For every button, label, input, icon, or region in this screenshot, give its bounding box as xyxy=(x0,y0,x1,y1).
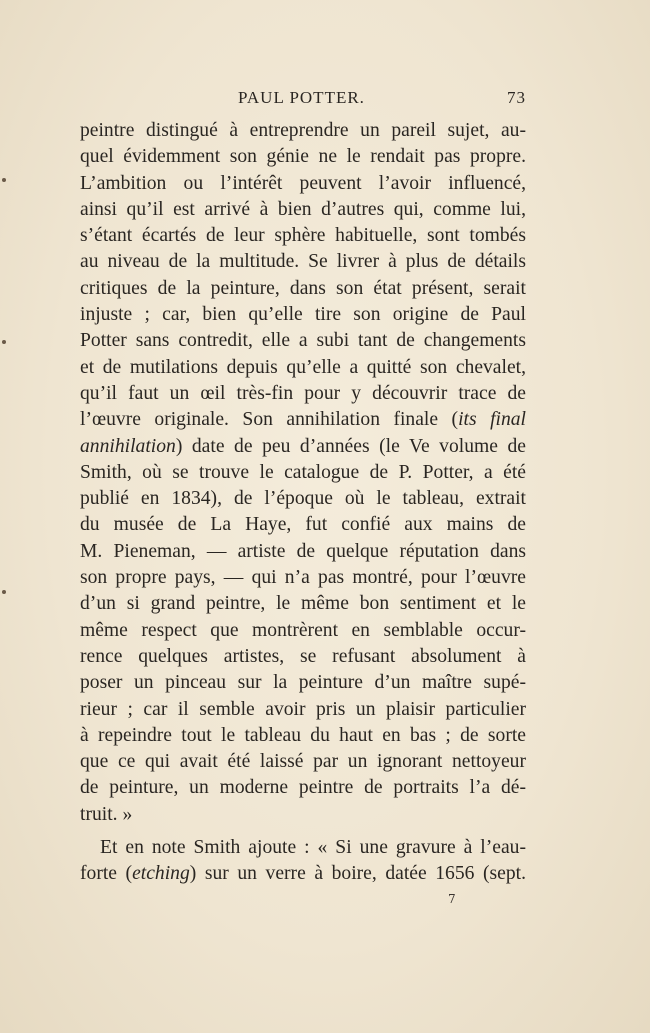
line-text: même respect que montrèrent en semblable occur- xyxy=(80,619,526,641)
text-line xyxy=(80,644,526,670)
text-line xyxy=(80,618,526,644)
line-text: l’œuvre originale. Son annihilation finale ( xyxy=(80,409,459,431)
text-line xyxy=(80,775,526,801)
italic-text: annihilation xyxy=(80,435,176,457)
line-text: Et en note Smith ajoute : « Si une gravure à l’eau- xyxy=(100,837,526,859)
text-line xyxy=(80,835,526,861)
text-line xyxy=(80,697,526,723)
line-text: au niveau de la multitude. Se livrer à plus de détails xyxy=(80,251,526,273)
line-text: et de mutilations depuis qu’elle a quitté son chevalet, xyxy=(80,356,526,378)
line-text: L’ambition ou l’intérêt peuvent l’avoir influencé, xyxy=(80,172,526,194)
line-text: son propre pays, — qui n’a pas montré, pour l’œuvre xyxy=(80,567,526,589)
text-line xyxy=(80,223,526,249)
line-text: rence quelques artistes, se refusant absolument à xyxy=(80,645,526,667)
line-text: poser un pinceau sur la peinture d’un maître supé- xyxy=(80,672,526,694)
line-text: truit. » xyxy=(80,803,133,825)
text-line xyxy=(80,565,526,591)
text-line xyxy=(80,723,526,749)
text-line xyxy=(80,802,526,828)
line-text: que ce qui avait été laissé par un ignorant nettoyeur xyxy=(80,751,526,773)
text-line xyxy=(80,144,526,170)
text-line xyxy=(80,276,526,302)
line-text: injuste ; car, bien qu’elle tire son origine de Paul xyxy=(80,304,526,326)
line-text: publié en 1834), de l’époque où le tableau, extrait xyxy=(80,488,526,510)
text-line xyxy=(80,355,526,381)
text-line xyxy=(80,171,526,197)
text-line xyxy=(80,407,526,433)
text-line xyxy=(80,486,526,512)
line-text: ) sur un verre à boire, datée 1656 (sept. xyxy=(189,863,526,885)
text-line xyxy=(80,670,526,696)
text-line xyxy=(80,302,526,328)
running-header xyxy=(80,88,526,114)
binding-mark xyxy=(2,178,6,182)
line-text: s’étant écartés de leur sphère habituelle, sont tombés xyxy=(80,225,526,247)
text-line xyxy=(80,861,526,887)
line-text: de peinture, un moderne peintre de portraits l’a dé- xyxy=(80,777,526,799)
line-text: M. Pieneman, — artiste de quelque réputation dans xyxy=(80,540,526,562)
signature-mark: 7 xyxy=(448,892,456,906)
line-text: critiques de la peinture, dans son état présent, serait xyxy=(80,277,526,299)
line-text: ainsi qu’il est arrivé à bien d’autres qui, comme lui, xyxy=(80,198,526,220)
page-body xyxy=(80,118,526,888)
line-text: qu’il faut un œil très-fin pour y découvrir trace de xyxy=(80,382,526,404)
paragraph xyxy=(80,835,526,888)
running-title: PAUL POTTER. xyxy=(238,88,365,107)
text-line xyxy=(80,460,526,486)
page-number: 73 xyxy=(507,88,526,107)
italic-text: etching xyxy=(132,863,190,885)
line-text: Potter sans contredit, elle a subi tant de changements xyxy=(80,330,526,352)
paragraph xyxy=(80,118,526,828)
line-text: du musée de La Haye, fut confié aux mains de xyxy=(80,514,526,536)
text-line xyxy=(80,197,526,223)
line-text: à repeindre tout le tableau du haut en bas ; de sorte xyxy=(80,724,526,746)
binding-mark xyxy=(2,340,6,344)
text-line xyxy=(80,591,526,617)
line-text: quel évidemment son génie ne le rendait pas propre. xyxy=(80,146,526,168)
text-line xyxy=(80,539,526,565)
binding-mark xyxy=(2,590,6,594)
line-text: Smith, où se trouve le catalogue de P. Potter, a été xyxy=(80,461,526,483)
line-text: forte ( xyxy=(80,863,133,885)
line-text: rieur ; car il semble avoir pris un plaisir particulier xyxy=(80,698,526,720)
line-text: d’un si grand peintre, le même bon sentiment et le xyxy=(80,593,526,615)
text-line xyxy=(80,118,526,144)
text-line xyxy=(80,512,526,538)
line-text: peintre distingué à entreprendre un pareil sujet, au- xyxy=(80,120,526,141)
italic-text: its final xyxy=(458,409,526,431)
text-line xyxy=(80,434,526,460)
line-text: ) date de peu d’années (le Ve volume de xyxy=(175,435,526,457)
text-line xyxy=(80,249,526,275)
text-line xyxy=(80,328,526,354)
text-line xyxy=(80,749,526,775)
text-line xyxy=(80,381,526,407)
